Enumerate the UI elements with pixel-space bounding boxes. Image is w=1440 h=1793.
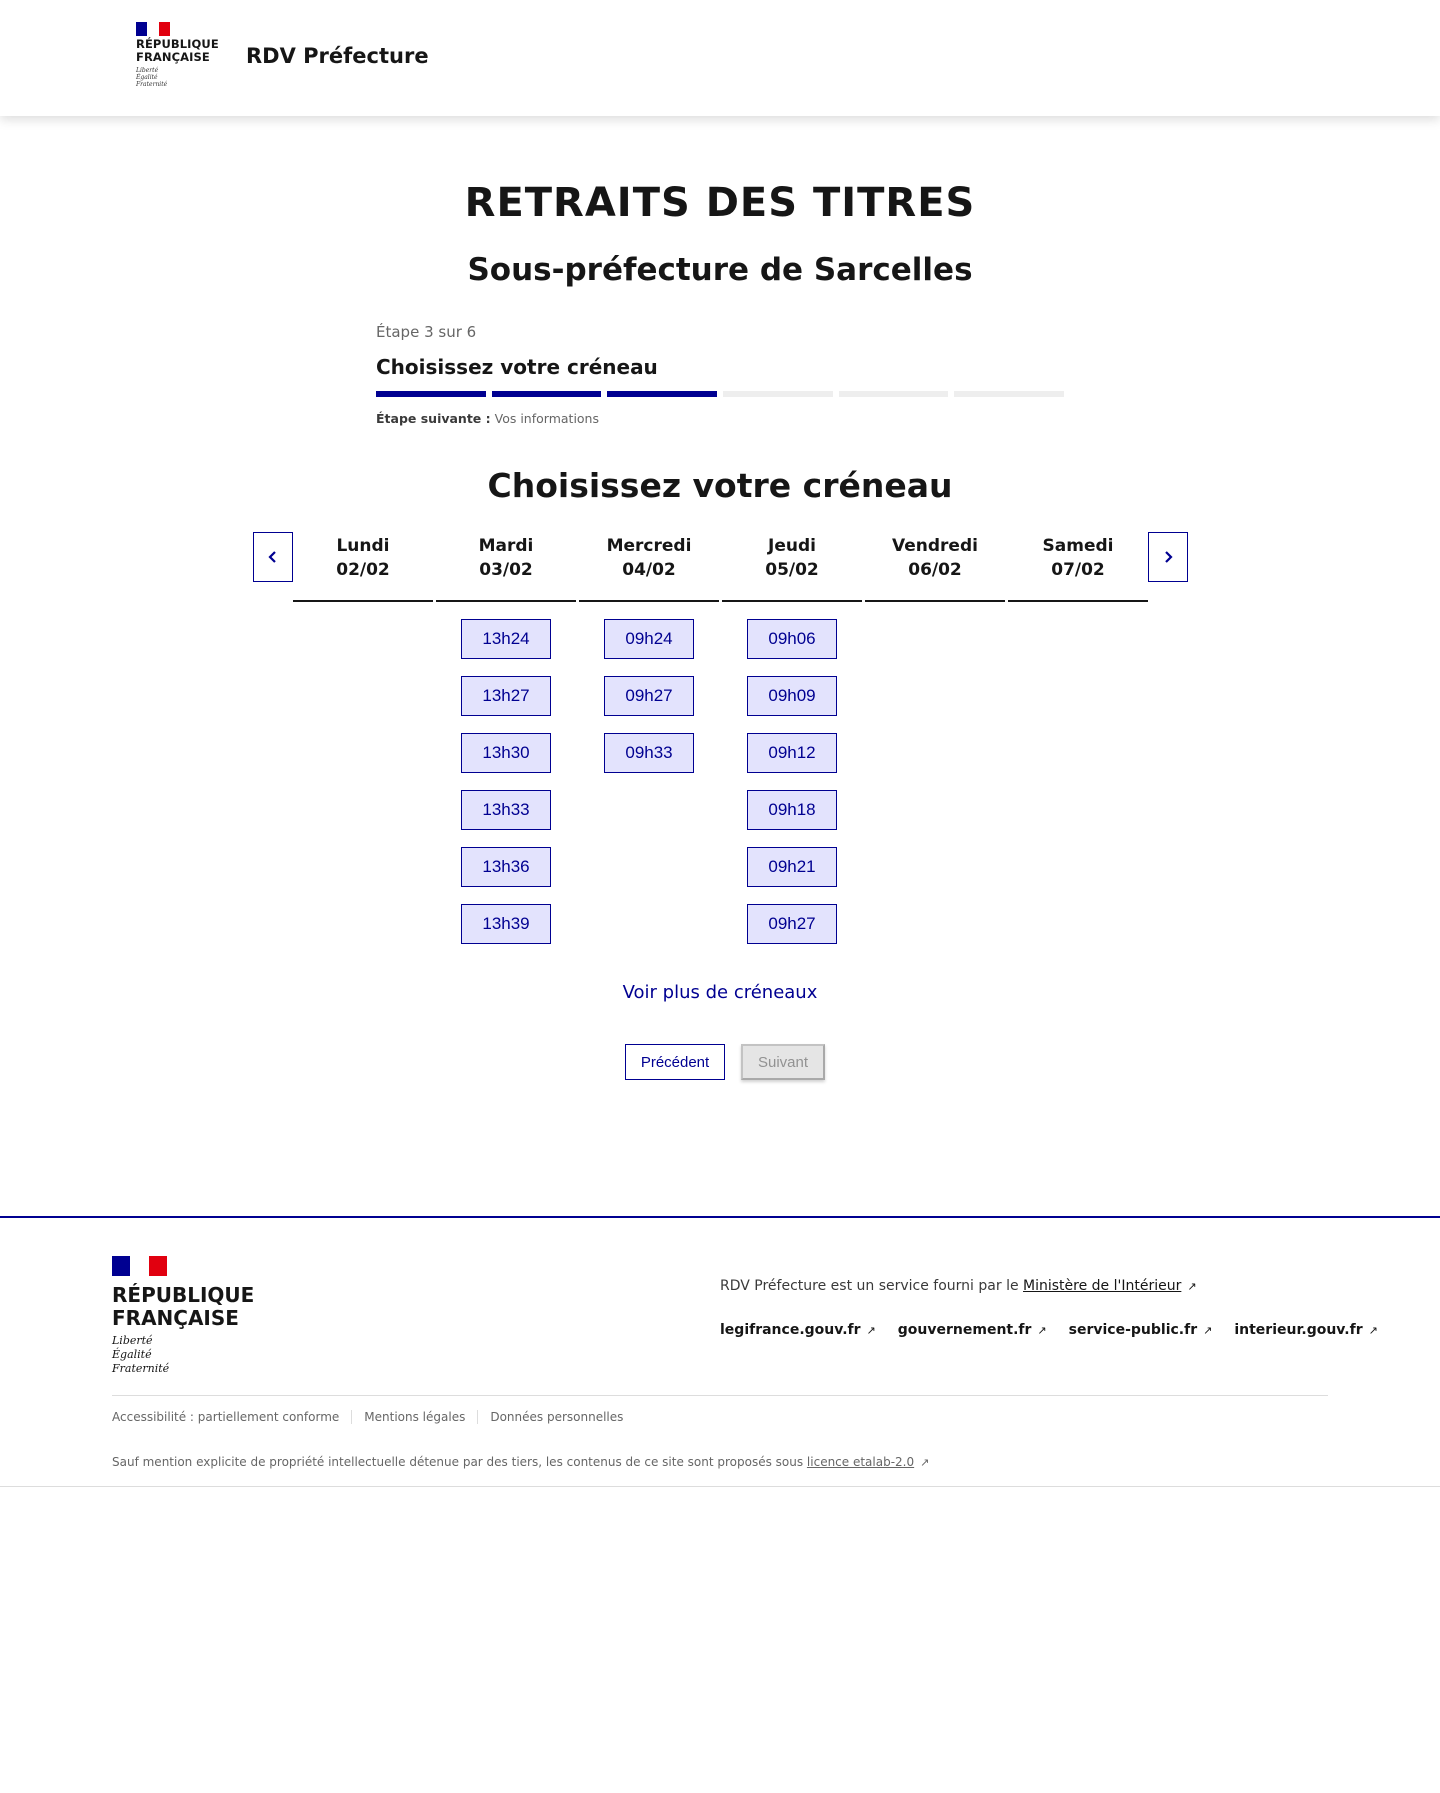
time-slot-button[interactable]: 13h30 xyxy=(461,733,551,773)
day-date: 07/02 xyxy=(1051,560,1105,580)
time-slot-button[interactable]: 13h36 xyxy=(461,847,551,887)
day-header xyxy=(722,532,862,602)
step-bar xyxy=(954,391,1064,397)
section-title: Choisissez votre créneau xyxy=(487,466,953,505)
day-name: Mercredi xyxy=(606,536,692,556)
footer-link[interactable]: gouvernement.fr ↗ xyxy=(897,1322,1047,1338)
day-columns xyxy=(293,532,1148,944)
day-header xyxy=(579,532,719,602)
site-footer xyxy=(0,1216,1440,1487)
day-header xyxy=(1008,532,1148,602)
more-slots-link[interactable]: Voir plus de créneaux xyxy=(622,982,818,1003)
time-slot-button[interactable]: 09h21 xyxy=(747,847,837,887)
day-name: Lundi xyxy=(336,536,390,556)
footer-links xyxy=(720,1322,1378,1338)
marianne-flag-icon xyxy=(112,1256,167,1276)
step-bar xyxy=(723,391,833,397)
next-week-button[interactable] xyxy=(1148,532,1188,582)
previous-week-button[interactable] xyxy=(253,532,293,582)
slot-list xyxy=(604,602,694,773)
time-slot-button[interactable]: 13h39 xyxy=(461,904,551,944)
footer-description: RDV Préfecture est un service fourni par le Ministère de l'Intérieur ↗ xyxy=(720,1278,1197,1294)
day-date: 03/02 xyxy=(479,560,533,580)
external-link-icon: ↗ xyxy=(1368,1324,1378,1337)
day-column xyxy=(722,532,862,944)
day-name: Jeudi xyxy=(768,536,816,556)
more-slots-row xyxy=(0,982,1440,1003)
logo-text: RÉPUBLIQUE FRANÇAISE xyxy=(136,37,219,64)
republique-francaise-logo[interactable] xyxy=(136,22,220,88)
previous-button[interactable]: Précédent xyxy=(625,1044,725,1080)
marianne-flag-icon xyxy=(136,22,170,36)
site-header xyxy=(0,0,1440,116)
day-header xyxy=(865,532,1005,602)
ministere-link[interactable]: Ministère de l'Intérieur ↗ xyxy=(1023,1278,1197,1294)
time-slot-button[interactable]: 09h33 xyxy=(604,733,694,773)
step-next-label: Étape suivante : xyxy=(376,411,491,426)
action-buttons xyxy=(0,1044,1440,1080)
step-title: Choisissez votre créneau xyxy=(376,355,658,379)
license-link[interactable]: licence etalab-2.0 ↗ xyxy=(806,1455,930,1469)
day-date: 06/02 xyxy=(908,560,962,580)
step-bar xyxy=(839,391,949,397)
chevron-left-icon xyxy=(266,550,280,564)
logo-devise: Liberté Égalité Fraternité xyxy=(136,67,168,88)
time-slot-button[interactable]: 09h06 xyxy=(747,619,837,659)
footer-license: Sauf mention explicite de propriété intellectuelle détenue par des tiers, les contenus de ce site sont proposés sous licence etalab-2.0 ↗ xyxy=(112,1455,930,1469)
time-slot-button[interactable]: 13h27 xyxy=(461,676,551,716)
slot-calendar xyxy=(253,532,1188,952)
time-slot-button[interactable]: 13h33 xyxy=(461,790,551,830)
time-slot-button[interactable]: 09h18 xyxy=(747,790,837,830)
footer-logo[interactable] xyxy=(112,1256,254,1376)
step-bar xyxy=(492,391,602,397)
footer-link[interactable]: service-public.fr ↗ xyxy=(1068,1322,1213,1338)
footer-bottom-links xyxy=(112,1410,635,1424)
day-name: Samedi xyxy=(1042,536,1114,556)
day-name: Mardi xyxy=(478,536,534,556)
day-name: Vendredi xyxy=(892,536,978,556)
next-button[interactable]: Suivant xyxy=(741,1044,825,1080)
footer-link[interactable]: legifrance.gouv.fr ↗ xyxy=(720,1322,876,1338)
step-progress-bar xyxy=(376,391,1064,397)
external-link-icon: ↗ xyxy=(1187,1280,1197,1293)
time-slot-button[interactable]: 09h12 xyxy=(747,733,837,773)
day-date: 04/02 xyxy=(622,560,676,580)
time-slot-button[interactable]: 09h09 xyxy=(747,676,837,716)
external-link-icon: ↗ xyxy=(1037,1324,1047,1337)
time-slot-button[interactable]: 13h24 xyxy=(461,619,551,659)
step-bar xyxy=(607,391,717,397)
page-subtitle: Sous-préfecture de Sarcelles xyxy=(467,252,973,288)
footer-bottom-link[interactable]: Mentions légales xyxy=(351,1410,477,1424)
step-state: Étape 3 sur 6 xyxy=(376,323,477,341)
service-title[interactable]: RDV Préfecture xyxy=(246,44,429,68)
day-date: 02/02 xyxy=(336,560,390,580)
day-column xyxy=(293,532,433,944)
footer-logo-text: RÉPUBLIQUE FRANÇAISE xyxy=(112,1283,255,1330)
step-next xyxy=(376,411,1064,426)
footer-divider xyxy=(112,1395,1328,1396)
step-bar xyxy=(376,391,486,397)
footer-devise: Liberté Égalité Fraternité xyxy=(112,1334,170,1375)
day-date: 05/02 xyxy=(765,560,819,580)
external-link-icon: ↗ xyxy=(866,1324,876,1337)
day-column xyxy=(1008,532,1148,944)
footer-link[interactable]: interieur.gouv.fr ↗ xyxy=(1234,1322,1378,1338)
day-column xyxy=(579,532,719,944)
day-header xyxy=(293,532,433,602)
slot-list xyxy=(747,602,837,944)
day-column xyxy=(436,532,576,944)
day-column xyxy=(865,532,1005,944)
page-title: RETRAITS DES TITRES xyxy=(464,180,976,226)
slot-list xyxy=(461,602,551,944)
stepper xyxy=(376,323,1064,426)
external-link-icon: ↗ xyxy=(920,1456,930,1469)
time-slot-button[interactable]: 09h27 xyxy=(747,904,837,944)
external-link-icon: ↗ xyxy=(1203,1324,1213,1337)
time-slot-button[interactable]: 09h24 xyxy=(604,619,694,659)
footer-bottom-link[interactable]: Données personnelles xyxy=(477,1410,635,1424)
chevron-right-icon xyxy=(1161,550,1175,564)
footer-bottom-link[interactable]: Accessibilité : partiellement conforme xyxy=(112,1410,340,1424)
day-header xyxy=(436,532,576,602)
time-slot-button[interactable]: 09h27 xyxy=(604,676,694,716)
step-next-value: Vos informations xyxy=(494,411,599,426)
